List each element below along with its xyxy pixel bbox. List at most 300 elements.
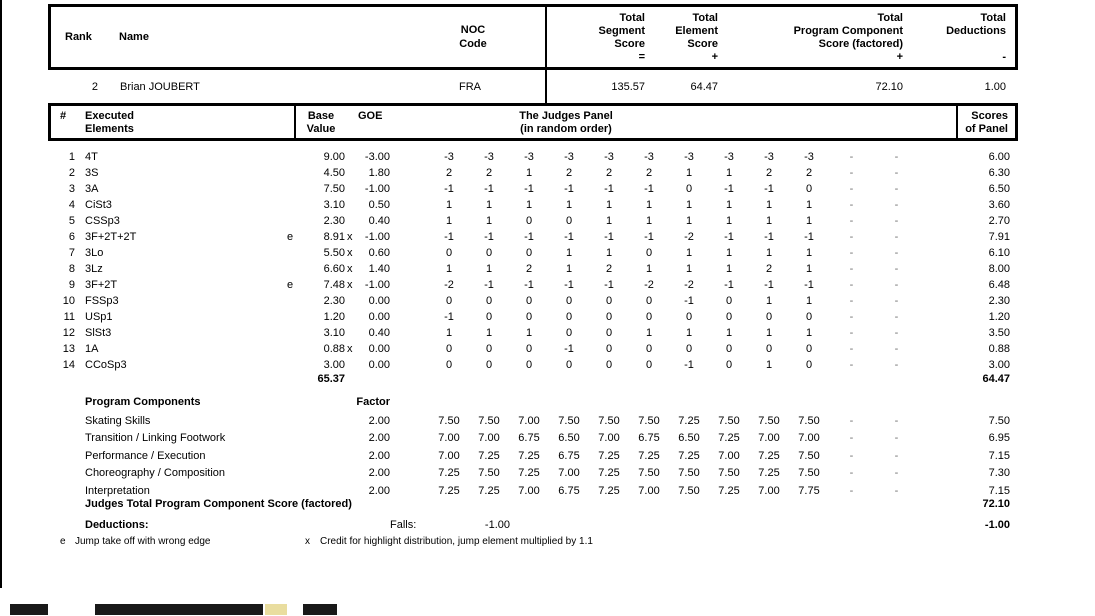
element-base-value: 7.48 [323,279,345,291]
judge-score-cell: 0 [565,215,573,227]
element-name: CiSt3 [85,199,112,211]
judge-score-cell: -3 [804,151,814,163]
element-goe: -1.00 [364,231,390,243]
element-row [48,261,1012,277]
judge-score-cell: -1 [764,183,774,195]
judge-score-cell: 7.25 [598,449,620,462]
judge-score-cell: -1 [484,231,494,243]
element-number: 7 [68,247,75,259]
component-row [48,447,1012,465]
judge-score-cell: 7.25 [598,467,620,480]
judge-score-cell: - [894,449,899,462]
judge-score-cell: 1 [565,199,573,211]
judge-score-cell: - [849,151,854,163]
judge-score-cell: 1 [485,327,493,339]
judge-score-cell: - [894,414,899,427]
factor-label: Factor [356,396,390,408]
judge-score-cell: 0 [605,295,613,307]
judge-score-cell: 7.50 [638,467,660,480]
judge-score-cell: 1 [685,167,693,179]
judge-score-cell: -1 [484,183,494,195]
element-row [48,165,1012,181]
element-base-value: 9.00 [323,151,345,163]
judge-score-cell: 7.25 [758,467,780,480]
component-name: Transition / Linking Footwork [85,432,226,445]
judge-score-cell: 6.50 [678,432,700,445]
judge-score-cell: 1 [765,215,773,227]
judge-score-cell: 0 [685,343,693,355]
judge-score-cell: 7.00 [758,484,780,497]
judge-score-cell: 1 [445,199,453,211]
judge-score-cell: 0 [525,295,533,307]
element-name: 3A [85,183,99,195]
judge-score-cell: 7.25 [518,449,540,462]
taskbar-fragment [95,604,263,615]
judge-score-cell: 0 [485,343,493,355]
judge-score-cell: 0 [605,327,613,339]
judge-score-cell: -1 [764,279,774,291]
element-row [48,245,1012,261]
component-row [48,465,1012,483]
judge-score-cell: 0 [725,311,733,323]
element-name: 1A [85,343,99,355]
judge-score-cell: -1 [484,279,494,291]
element-x-marker: x [347,279,353,291]
judge-score-cell: - [894,359,899,371]
judge-score-cell: 7.00 [638,484,660,497]
judge-score-cell: -2 [684,279,694,291]
goe-label: GOE [358,110,383,122]
element-row [48,149,1012,165]
judge-score-cell: 0 [485,359,493,371]
judge-score-cell: 7.00 [558,467,580,480]
judge-score-cell: 7.25 [598,484,620,497]
element-goe: 0.00 [368,343,390,355]
total-segment-score-label: Total Segment Score = [465,12,645,64]
element-name: 3F+2T [85,279,118,291]
element-x-marker: x [347,263,353,275]
element-number: 10 [62,295,75,307]
judge-score-cell: 1 [565,263,573,275]
judge-score-cell: - [894,327,899,339]
judge-score-cell: -1 [444,311,454,323]
judge-score-cell: 7.00 [478,432,500,445]
taskbar-fragment [265,604,287,615]
judge-score-cell: 6.75 [558,449,580,462]
element-edge-marker: e [286,231,294,243]
judge-score-cell: - [849,279,854,291]
judge-score-cell: - [849,167,854,179]
element-number: 1 [68,151,75,163]
element-x-marker: x [347,343,353,355]
judge-score-cell: 7.25 [718,432,740,445]
judge-score-cell: - [894,167,899,179]
judge-score-cell: - [849,449,854,462]
component-name: Choreography / Composition [85,467,226,480]
judge-score-cell: 7.50 [678,467,700,480]
element-row [48,181,1012,197]
judge-score-cell: 2 [605,167,613,179]
judge-score-cell: - [849,343,854,355]
element-number: 6 [68,231,75,243]
judge-score-cell: 6.75 [518,432,540,445]
judge-score-cell: 0 [645,311,653,323]
component-factor: 2.00 [368,432,390,445]
judge-score-cell: 6.75 [638,432,660,445]
judge-score-cell: 7.25 [638,449,660,462]
judge-score-cell: 0 [525,215,533,227]
element-goe: 0.00 [368,311,390,323]
total-deductions-value: 1.00 [984,81,1006,93]
judge-score-cell: 7.50 [598,414,620,427]
total-element-score-label: Total Element Score + [538,12,718,64]
judge-score-cell: 1 [805,215,813,227]
judge-score-cell: - [849,484,854,497]
element-base-value: 7.50 [323,183,345,195]
judge-score-cell: 1 [725,199,733,211]
judge-score-cell: - [894,247,899,259]
element-row [48,197,1012,213]
element-row [48,309,1012,325]
judge-score-cell: 1 [525,199,533,211]
element-name: 3Lo [85,247,104,259]
total-element-panel-score: 64.47 [982,373,1010,385]
judge-score-cell: - [849,263,854,275]
judge-score-cell: 1 [445,215,453,227]
judge-score-cell: - [849,467,854,480]
judges-panel-label: The Judges Panel (in random order) [519,110,613,135]
judge-score-cell: - [849,199,854,211]
skater-result-row [48,72,1018,100]
bonus-footnote-mark: x [305,536,310,547]
component-panel-score: 7.30 [988,467,1010,480]
judge-score-cell: 1 [805,263,813,275]
judge-score-cell: 1 [685,199,693,211]
judge-score-cell: -1 [804,231,814,243]
total-component-score-label: Total Program Component Score (factored) + [723,12,903,64]
element-goe: -3.00 [364,151,390,163]
components-header-row [48,394,1012,410]
judge-score-cell: 0 [445,295,453,307]
judge-score-cell: 1 [765,199,773,211]
components-total-label: Judges Total Program Component Score (factored) [85,498,352,510]
judge-score-cell: 1 [645,327,653,339]
judge-score-cell: 0 [525,247,533,259]
judge-score-cell: - [894,484,899,497]
judge-score-cell: 2 [605,263,613,275]
judge-score-cell: 0 [725,295,733,307]
judge-score-cell: 0 [525,359,533,371]
element-base-value: 3.10 [323,327,345,339]
element-number: 9 [68,279,75,291]
judge-score-cell: -2 [684,231,694,243]
judge-score-cell: 0 [605,343,613,355]
judge-score-cell: 7.50 [478,414,500,427]
judge-score-cell: 7.00 [718,449,740,462]
executed-elements-label: Executed Elements [85,110,134,135]
judge-score-cell: -3 [444,151,454,163]
judge-score-cell: 0 [445,359,453,371]
number-column-label: # [60,110,67,122]
element-base-value: 3.00 [323,359,345,371]
judge-score-cell: 0 [685,311,693,323]
judge-score-cell: 2 [565,167,573,179]
element-goe: 0.00 [368,295,390,307]
judge-score-cell: - [894,279,899,291]
judge-score-cell: 2 [525,263,533,275]
judge-score-cell: -2 [444,279,454,291]
judge-score-cell: 7.25 [438,484,460,497]
judge-score-cell: - [894,231,899,243]
element-panel-score: 2.70 [988,215,1010,227]
judge-score-cell: -3 [484,151,494,163]
judge-score-cell: 0 [805,343,813,355]
judge-score-cell: 1 [685,215,693,227]
result-header-table [48,4,1018,70]
element-goe: -1.00 [364,183,390,195]
judge-score-cell: 1 [525,327,533,339]
judge-score-cell: 7.00 [798,432,820,445]
judge-score-cell: 0 [645,247,653,259]
element-row [48,213,1012,229]
judge-score-cell: - [849,414,854,427]
judge-score-cell: 0 [525,311,533,323]
element-name: CCoSp3 [85,359,127,371]
judge-score-cell: 0 [605,359,613,371]
judge-score-cell: -1 [604,231,614,243]
judge-score-cell: - [894,215,899,227]
judge-score-cell: 0 [485,311,493,323]
judge-score-cell: 1 [605,215,613,227]
element-number: 8 [68,263,75,275]
judge-score-cell: -1 [444,231,454,243]
element-panel-score: 3.50 [988,327,1010,339]
judge-score-cell: 0 [765,343,773,355]
judge-score-cell: - [894,199,899,211]
element-panel-score: 2.30 [988,295,1010,307]
judge-score-cell: 1 [725,247,733,259]
judge-score-cell: -1 [644,231,654,243]
judge-score-cell: -3 [764,151,774,163]
judge-score-cell: -1 [764,231,774,243]
judge-score-cell: 0 [605,311,613,323]
judge-score-cell: - [894,343,899,355]
judge-score-cell: 1 [765,359,773,371]
element-goe: 0.50 [368,199,390,211]
element-x-marker: x [347,247,353,259]
element-panel-score: 6.30 [988,167,1010,179]
judge-score-cell: 0 [725,343,733,355]
judge-score-cell: 0 [485,247,493,259]
judge-score-cell: 7.50 [798,467,820,480]
judge-score-cell: -1 [564,343,574,355]
judge-score-cell: - [849,247,854,259]
element-name: 3F+2T+2T [85,231,137,243]
judge-score-cell: 7.00 [598,432,620,445]
judge-score-cell: - [849,183,854,195]
judge-score-cell: 7.25 [758,449,780,462]
element-goe: 0.60 [368,247,390,259]
elements-total-row [48,371,1012,387]
element-goe: -1.00 [364,279,390,291]
footnotes-row [48,536,1012,550]
element-panel-score: 0.88 [988,343,1010,355]
judge-score-cell: 1 [645,215,653,227]
judge-score-cell: 0 [645,343,653,355]
judge-score-cell: 1 [685,327,693,339]
judge-score-cell: 7.75 [798,484,820,497]
judge-score-cell: -3 [724,151,734,163]
judge-score-cell: 1 [765,327,773,339]
judge-score-cell: 1 [725,327,733,339]
element-name: 4T [85,151,98,163]
equals-sign: = [638,51,645,63]
element-number: 3 [68,183,75,195]
deductions-label: Deductions: [85,519,149,531]
judge-score-cell: 0 [565,295,573,307]
judge-score-cell: 1 [725,215,733,227]
name-column-label: Name [119,31,149,43]
taskbar-fragment [10,604,48,615]
elements-body [48,149,1012,373]
element-base-value: 3.10 [323,199,345,211]
judge-score-cell: - [894,311,899,323]
judge-score-cell: 2 [485,167,493,179]
element-goe: 1.80 [368,167,390,179]
judge-score-cell: - [894,263,899,275]
element-row [48,277,1012,293]
judge-score-cell: 0 [805,183,813,195]
bonus-footnote-text: Credit for highlight distribution, jump element multiplied by 1.1 [320,536,593,547]
judge-score-cell: 0 [645,295,653,307]
total-component-score-value: 72.10 [875,81,903,93]
component-factor: 2.00 [368,449,390,462]
element-panel-score: 7.91 [988,231,1010,243]
judge-score-cell: -1 [604,279,614,291]
judge-score-cell: 0 [685,183,693,195]
judge-score-cell: -1 [724,279,734,291]
judge-score-cell: 0 [445,343,453,355]
element-number: 5 [68,215,75,227]
components-body [48,412,1012,500]
total-deductions-label: Total Deductions - [826,12,1006,64]
minus-sign: - [1002,51,1006,63]
element-panel-score: 1.20 [988,311,1010,323]
element-x-marker: x [347,231,353,243]
component-row [48,412,1012,430]
element-base-value: 4.50 [323,167,345,179]
elements-table-header [48,103,1018,141]
judge-score-cell: 1 [805,295,813,307]
judge-score-cell: 7.50 [718,467,740,480]
component-factor: 2.00 [368,484,390,497]
element-name: 3S [85,167,99,179]
judge-score-cell: - [849,215,854,227]
judge-score-cell: 1 [485,199,493,211]
judge-score-cell: 1 [565,247,573,259]
judge-score-cell: 2 [445,167,453,179]
component-panel-score: 6.95 [988,432,1010,445]
judge-score-cell: 7.25 [438,467,460,480]
judge-score-cell: - [894,183,899,195]
judge-score-cell: 1 [525,167,533,179]
components-total-value: 72.10 [982,498,1010,510]
deductions-total-value: -1.00 [984,519,1010,531]
judge-score-cell: 0 [565,327,573,339]
judge-score-cell: 7.25 [678,414,700,427]
judge-score-cell: 0 [485,295,493,307]
element-panel-score: 6.48 [988,279,1010,291]
noc-column-label: NOC Code [459,24,487,50]
judge-score-cell: - [849,311,854,323]
element-goe: 0.40 [368,327,390,339]
judge-score-cell: 6.75 [558,484,580,497]
judge-score-cell: 1 [485,263,493,275]
judge-score-cell: 1 [725,263,733,275]
judge-score-cell: 2 [645,167,653,179]
judge-score-cell: 1 [685,263,693,275]
element-base-value: 2.30 [323,215,345,227]
judge-score-cell: 7.25 [478,449,500,462]
judge-score-cell: 7.25 [678,449,700,462]
element-row [48,325,1012,341]
plus-sign: + [711,51,718,63]
element-base-value: 6.60 [323,263,345,275]
edge-footnote-text: Jump take off with wrong edge [75,536,211,547]
judge-score-cell: -1 [804,279,814,291]
judge-score-cell: 7.25 [478,484,500,497]
judge-score-cell: -1 [564,183,574,195]
judge-score-cell: 0 [725,359,733,371]
scores-of-panel-label: Scores of Panel [965,110,1008,135]
judge-score-cell: -1 [684,295,694,307]
judge-score-cell: -2 [644,279,654,291]
judge-score-cell: 7.00 [518,484,540,497]
rank-column-label: Rank [65,31,92,43]
judge-score-cell: -1 [524,183,534,195]
element-number: 13 [62,343,75,355]
judge-score-cell: 0 [565,359,573,371]
judge-score-cell: -1 [564,231,574,243]
element-panel-score: 6.00 [988,151,1010,163]
plus-sign: + [896,51,903,63]
judge-score-cell: 1 [645,263,653,275]
skater-name: Brian JOUBERT [120,81,200,93]
element-edge-marker: e [286,279,294,291]
element-name: 3Lz [85,263,103,275]
component-panel-score: 7.15 [988,449,1010,462]
element-row [48,293,1012,309]
judge-score-cell: 0 [805,311,813,323]
judge-score-cell: 1 [805,199,813,211]
component-factor: 2.00 [368,467,390,480]
judge-score-cell: 7.50 [798,414,820,427]
component-panel-score: 7.15 [988,484,1010,497]
judge-score-cell: -3 [524,151,534,163]
element-number: 4 [68,199,75,211]
judge-score-cell: - [894,295,899,307]
judge-score-cell: 1 [765,295,773,307]
judge-score-cell: 7.00 [758,432,780,445]
judge-score-cell: -1 [724,183,734,195]
judge-score-cell: 0 [645,359,653,371]
program-components-title: Program Components [85,396,201,408]
judge-score-cell: 7.50 [798,449,820,462]
element-name: CSSp3 [85,215,120,227]
skater-rank: 2 [91,81,98,93]
judge-score-cell: -1 [444,183,454,195]
element-panel-score: 6.10 [988,247,1010,259]
